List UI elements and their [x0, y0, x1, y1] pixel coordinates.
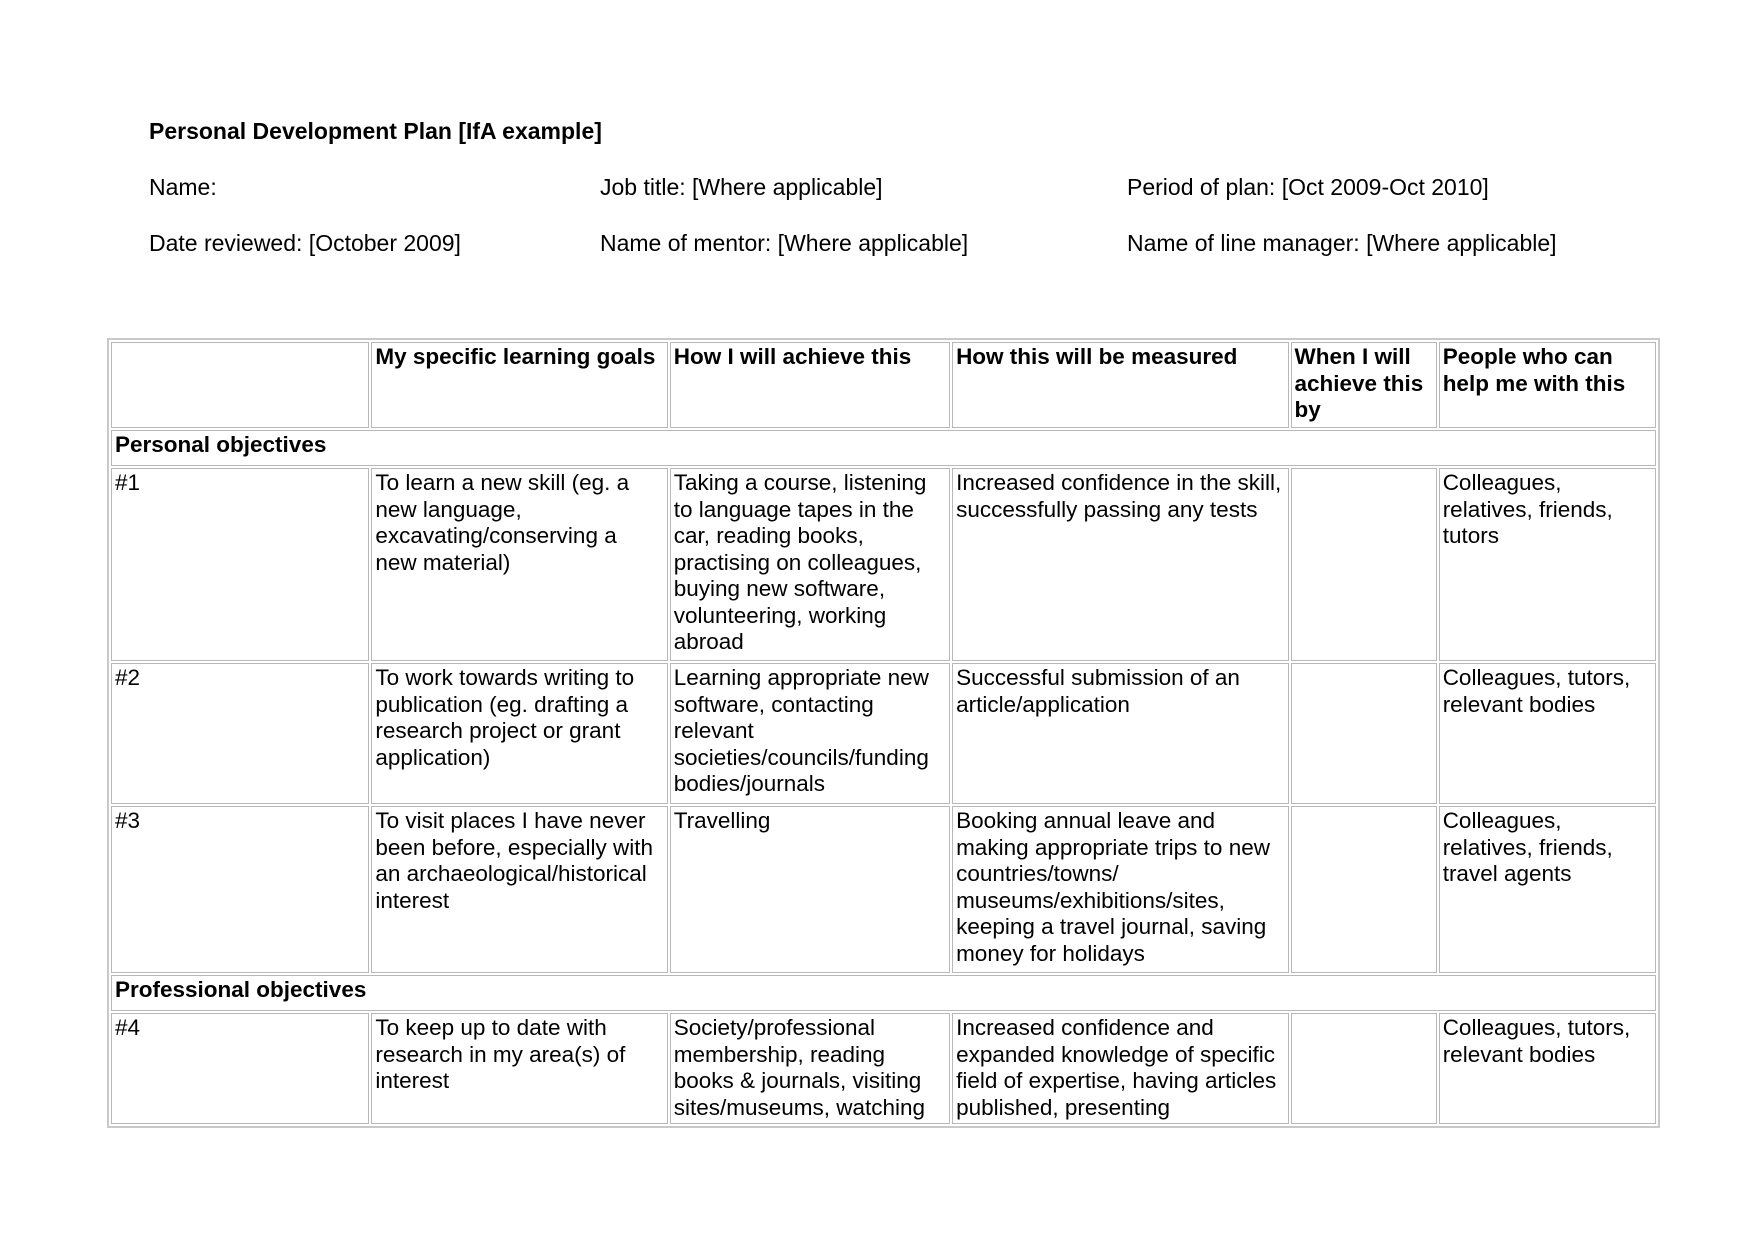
people-cell: Colleagues, tutors, relevant bodies: [1439, 663, 1656, 804]
goal-cell: To keep up to date with research in my area(s) of interest: [371, 1013, 667, 1124]
measured-cell: Booking annual leave and making appropriate trips to new countries/towns/ museums/exhibitions/sites, keeping a travel journal, saving money for holidays: [952, 806, 1288, 973]
header-cell-how: How I will achieve this: [670, 342, 950, 428]
measured-cell: Successful submission of an article/application: [952, 663, 1288, 804]
row-id-cell: #4: [111, 1013, 369, 1124]
meta-date-reviewed: Date reviewed: [October 2009]: [149, 230, 461, 256]
row-id-cell: #1: [111, 468, 369, 661]
table-row: [111, 468, 1656, 661]
when-cell: [1291, 1013, 1437, 1124]
meta-line-manager: Name of line manager: [Where applicable]: [1127, 230, 1557, 256]
header-cell-people: People who can help me with this: [1439, 342, 1656, 428]
when-cell: [1291, 663, 1437, 804]
header-cell-goals: My specific learning goals: [371, 342, 667, 428]
header-cell-when: When I will achieve this by: [1291, 342, 1437, 428]
section-row-personal: [111, 430, 1656, 466]
people-cell: Colleagues, tutors, relevant bodies: [1439, 1013, 1656, 1124]
how-cell: Travelling: [670, 806, 950, 973]
meta-job-title: Job title: [Where applicable]: [600, 174, 883, 200]
section-heading-personal: Personal objectives: [111, 430, 1656, 466]
row-id-cell: #3: [111, 806, 369, 973]
table-row: [111, 663, 1656, 804]
how-cell: Learning appropriate new software, contacting relevant societies/councils/funding bodies/journals: [670, 663, 950, 804]
header-cell-measured: How this will be measured: [952, 342, 1288, 428]
measured-cell: Increased confidence in the skill, successfully passing any tests: [952, 468, 1288, 661]
section-heading-professional: Professional objectives: [111, 975, 1656, 1011]
header-cell-blank: [111, 342, 369, 428]
table-row: [111, 1013, 1656, 1124]
when-cell: [1291, 468, 1437, 661]
section-row-professional: [111, 975, 1656, 1011]
goal-cell: To work towards writing to publication (eg. drafting a research project or grant application): [371, 663, 667, 804]
table-row: [111, 806, 1656, 973]
measured-cell: Increased confidence and expanded knowledge of specific field of expertise, having articles published, presenting: [952, 1013, 1288, 1124]
when-cell: [1291, 806, 1437, 973]
meta-name: Name:: [149, 174, 217, 200]
how-cell: Society/professional membership, reading books & journals, visiting sites/museums, watching: [670, 1013, 950, 1124]
document-title: Personal Development Plan [IfA example]: [149, 118, 602, 144]
people-cell: Colleagues, relatives, friends, travel agents: [1439, 806, 1656, 973]
meta-period: Period of plan: [Oct 2009-Oct 2010]: [1127, 174, 1489, 200]
development-plan-table: [107, 338, 1660, 1128]
goal-cell: To learn a new skill (eg. a new language, excavating/conserving a new material): [371, 468, 667, 661]
people-cell: Colleagues, relatives, friends, tutors: [1439, 468, 1656, 661]
goal-cell: To visit places I have never been before, especially with an archaeological/historical interest: [371, 806, 667, 973]
how-cell: Taking a course, listening to language tapes in the car, reading books, practising on colleagues, buying new software, volunteering, working abroad: [670, 468, 950, 661]
row-id-cell: #2: [111, 663, 369, 804]
table-header-row: [111, 342, 1656, 428]
meta-mentor: Name of mentor: [Where applicable]: [600, 230, 969, 256]
